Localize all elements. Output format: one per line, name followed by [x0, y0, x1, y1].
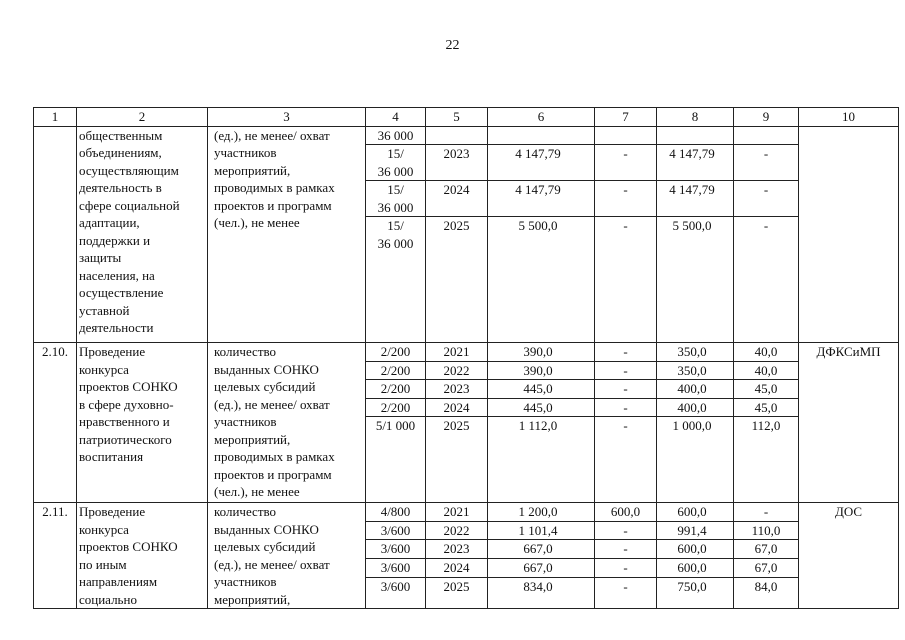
target-value: 4/800	[366, 503, 426, 522]
total-amount: 667,0	[488, 540, 595, 559]
total-amount: 667,0	[488, 559, 595, 578]
year: 2025	[426, 417, 488, 503]
cont-indicator: (ед.), не менее/ охват участников мероприятий, проводимых в рамках проектов и программ (чел.), не менее	[208, 126, 366, 343]
year: 2023	[426, 540, 488, 559]
federal-amount: -	[595, 380, 657, 399]
federal-amount: -	[595, 577, 657, 608]
header-col-4: 4	[366, 108, 426, 127]
header-col-8: 8	[657, 108, 734, 127]
s211-description: Проведение конкурса проектов СОНКО по иным направлениям социально	[77, 503, 208, 609]
federal-amount: -	[595, 361, 657, 380]
federal-amount: -	[595, 145, 657, 181]
s211-indicator: количество выданных СОНКО целевых субсидий (ед.), не менее/ охват участников мероприятий,	[208, 503, 366, 609]
regional-amount: 600,0	[657, 503, 734, 522]
federal-amount: -	[595, 521, 657, 540]
regional-amount: 400,0	[657, 380, 734, 399]
total-amount: 445,0	[488, 380, 595, 399]
regional-amount: 350,0	[657, 361, 734, 380]
header-col-9: 9	[734, 108, 799, 127]
s211-row-0	[34, 503, 899, 522]
year: 2022	[426, 361, 488, 380]
target-value: 15/ 36 000	[366, 217, 426, 343]
year: 2021	[426, 343, 488, 362]
regional-amount: 5 500,0	[657, 217, 734, 343]
cont-responsible	[799, 126, 899, 343]
federal-amount: -	[595, 540, 657, 559]
target-value: 3/600	[366, 577, 426, 608]
year: 2024	[426, 559, 488, 578]
s210-description: Проведение конкурса проектов СОНКО в сфере духовно- нравственного и патриотического воспитания	[77, 343, 208, 503]
target-value: 2/200	[366, 398, 426, 417]
total-amount: 390,0	[488, 361, 595, 380]
total-amount: 5 500,0	[488, 217, 595, 343]
regional-amount: 350,0	[657, 343, 734, 362]
header-row	[34, 108, 899, 127]
local-amount: 84,0	[734, 577, 799, 608]
target-value: 2/200	[366, 343, 426, 362]
target-value: 3/600	[366, 521, 426, 540]
year: 2025	[426, 577, 488, 608]
s210-responsible: ДФКСиМП	[799, 343, 899, 503]
cont-num	[34, 126, 77, 343]
total-amount: 4 147,79	[488, 145, 595, 181]
page-number: 22	[445, 38, 460, 53]
federal-amount: -	[595, 343, 657, 362]
regional-amount: 750,0	[657, 577, 734, 608]
total-amount: 390,0	[488, 343, 595, 362]
total-amount: 1 200,0	[488, 503, 595, 522]
federal-amount: -	[595, 217, 657, 343]
local-amount: 112,0	[734, 417, 799, 503]
federal-amount: -	[595, 417, 657, 503]
header-col-2: 2	[77, 108, 208, 127]
header-col-10: 10	[799, 108, 899, 127]
regional-amount: 600,0	[657, 559, 734, 578]
total-amount: 445,0	[488, 398, 595, 417]
federal-amount: -	[595, 398, 657, 417]
empty-cell	[426, 126, 488, 145]
target-value: 2/200	[366, 380, 426, 399]
target-value: 15/ 36 000	[366, 181, 426, 217]
regional-amount: 600,0	[657, 540, 734, 559]
header-col-6: 6	[488, 108, 595, 127]
target-value: 2/200	[366, 361, 426, 380]
empty-cell	[657, 126, 734, 145]
s211-responsible: ДОС	[799, 503, 899, 609]
header-col-7: 7	[595, 108, 657, 127]
total-amount: 1 101,4	[488, 521, 595, 540]
local-amount: -	[734, 503, 799, 522]
program-table	[33, 107, 899, 609]
header-col-1: 1	[34, 108, 77, 127]
cont-description: общественным объединениям, осуществляющим деятельность в сфере социальной адаптации, поддержки и защиты населения, на осуществление уставной деятельности	[77, 126, 208, 343]
local-amount: 67,0	[734, 559, 799, 578]
local-amount: -	[734, 145, 799, 181]
total-amount: 1 112,0	[488, 417, 595, 503]
s210-num: 2.10.	[34, 343, 77, 503]
year: 2024	[426, 181, 488, 217]
s210-row-0	[34, 343, 899, 362]
total-amount: 834,0	[488, 577, 595, 608]
local-amount: 40,0	[734, 361, 799, 380]
federal-amount: 600,0	[595, 503, 657, 522]
year: 2023	[426, 145, 488, 181]
local-amount: 45,0	[734, 398, 799, 417]
local-amount: -	[734, 217, 799, 343]
total-amount: 4 147,79	[488, 181, 595, 217]
empty-cell	[595, 126, 657, 145]
empty-cell	[488, 126, 595, 145]
local-amount: 67,0	[734, 540, 799, 559]
regional-amount: 4 147,79	[657, 181, 734, 217]
cont-first-target: 36 000	[366, 126, 426, 145]
regional-amount: 4 147,79	[657, 145, 734, 181]
year: 2023	[426, 380, 488, 399]
s210-indicator: количество выданных СОНКО целевых субсидий (ед.), не менее/ охват участников мероприятий, проводимых в рамках проектов и программ (чел.), не менее	[208, 343, 366, 503]
federal-amount: -	[595, 559, 657, 578]
target-value: 3/600	[366, 559, 426, 578]
header-col-3: 3	[208, 108, 366, 127]
year: 2021	[426, 503, 488, 522]
target-value: 15/ 36 000	[366, 145, 426, 181]
year: 2025	[426, 217, 488, 343]
year: 2022	[426, 521, 488, 540]
target-value: 3/600	[366, 540, 426, 559]
s211-num: 2.11.	[34, 503, 77, 609]
regional-amount: 400,0	[657, 398, 734, 417]
empty-cell	[734, 126, 799, 145]
header-col-5: 5	[426, 108, 488, 127]
federal-amount: -	[595, 181, 657, 217]
local-amount: 45,0	[734, 380, 799, 399]
regional-amount: 991,4	[657, 521, 734, 540]
cont-row-0	[34, 126, 899, 145]
target-value: 5/1 000	[366, 417, 426, 503]
local-amount: 40,0	[734, 343, 799, 362]
year: 2024	[426, 398, 488, 417]
local-amount: -	[734, 181, 799, 217]
local-amount: 110,0	[734, 521, 799, 540]
regional-amount: 1 000,0	[657, 417, 734, 503]
